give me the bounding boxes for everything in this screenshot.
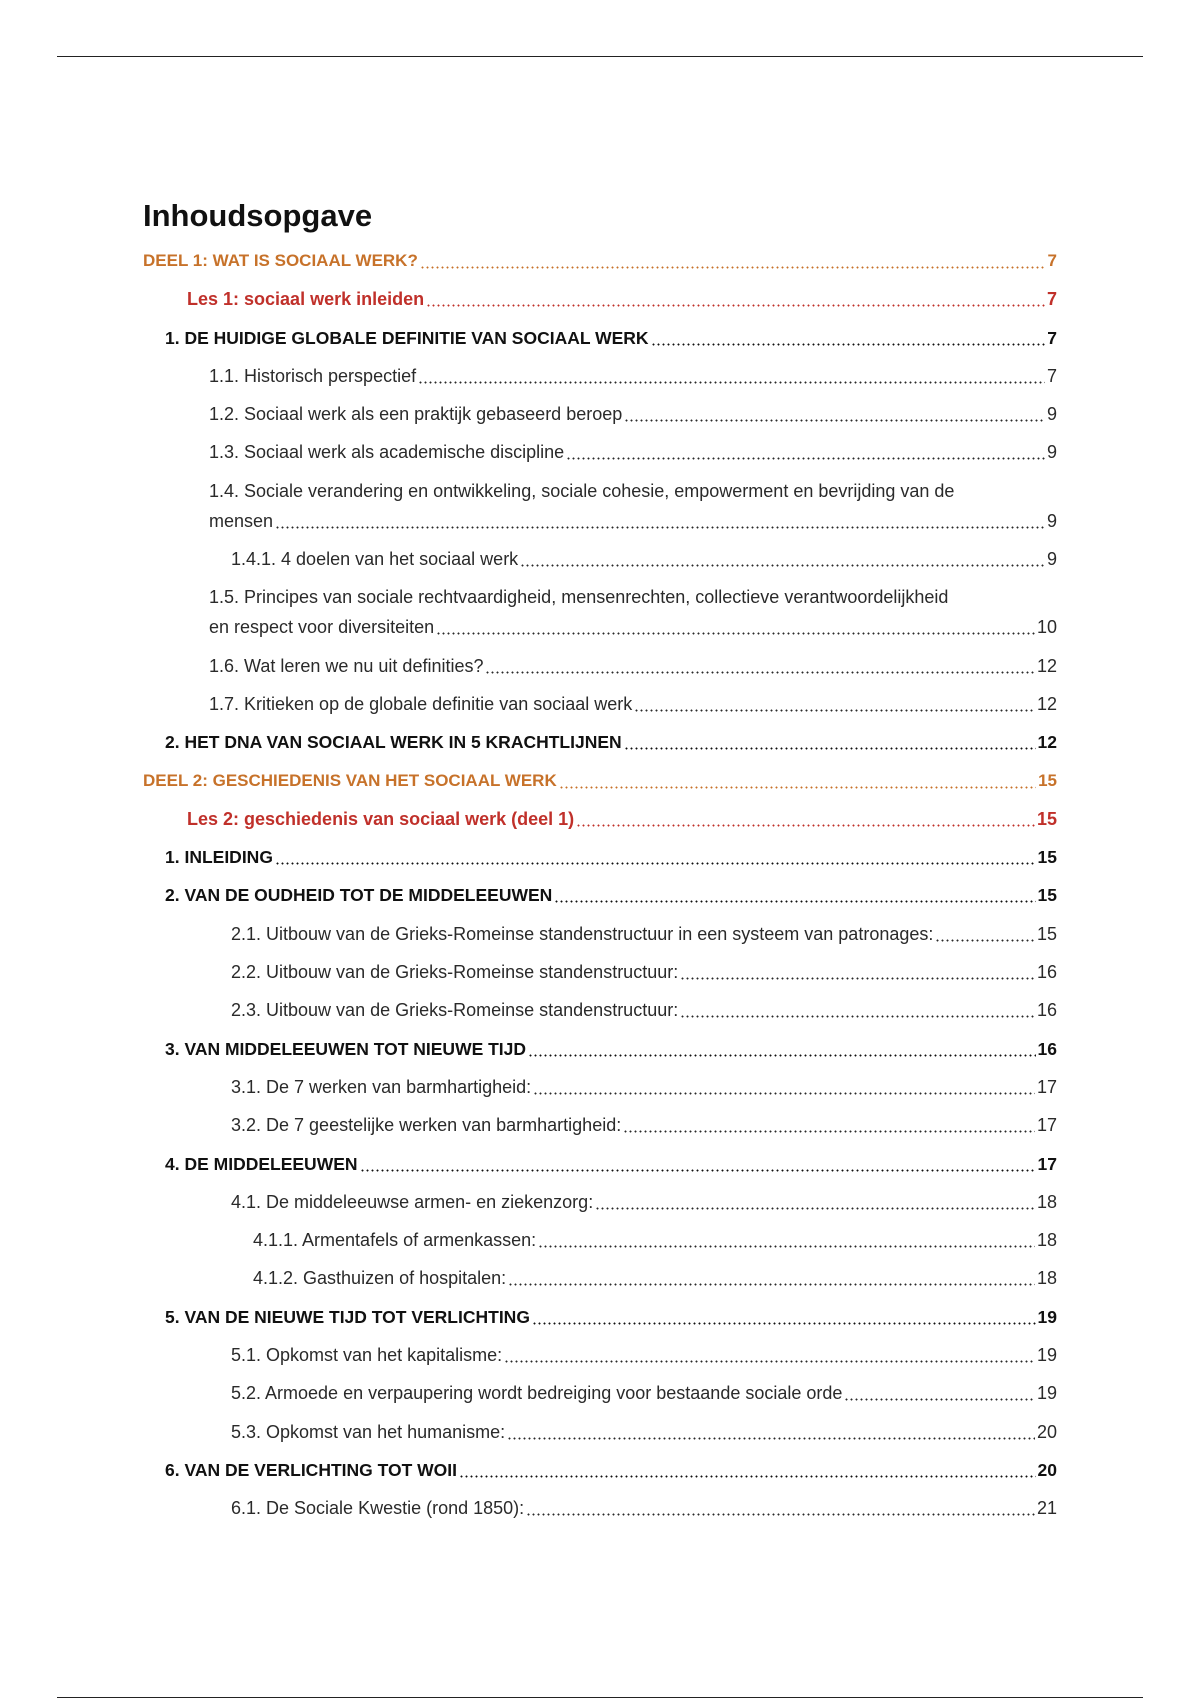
toc-leader-dots <box>485 662 1034 674</box>
toc-leader-dots <box>623 1121 1035 1133</box>
toc-entry-page: 9 <box>1046 442 1057 463</box>
footer-rule <box>57 1697 1143 1698</box>
toc-entries <box>143 246 1057 1523</box>
toc-entry-title: 4.1.1. Armentafels of armenkassen: <box>253 1230 537 1251</box>
toc-entry-title: en respect voor diversiteiten <box>209 617 435 638</box>
toc-entry-title: 5. VAN DE NIEUWE TIJD TOT VERLICHTING <box>165 1306 530 1327</box>
toc-entry[interactable] <box>143 399 1057 429</box>
toc-entry-page: 7 <box>1047 327 1057 348</box>
toc-entry-title: 6. VAN DE VERLICHTING TOT WOII <box>165 1459 458 1480</box>
toc-entry-title: 2.1. Uitbouw van de Grieks-Romeinse standenstructuur in een systeem van patronages: <box>231 923 934 944</box>
toc-leader-dots <box>566 448 1045 460</box>
toc-entry-title: 3.2. De 7 geestelijke werken van barmhartigheid: <box>231 1115 622 1136</box>
toc-entry-page: 7 <box>1047 251 1057 270</box>
toc-leader-dots <box>275 853 1036 865</box>
toc-entry-title: 5.3. Opkomst van het humanisme: <box>231 1421 506 1442</box>
toc-leader-dots <box>935 930 1035 942</box>
toc-entry-page: 19 <box>1037 1306 1057 1327</box>
toc-entry[interactable] <box>143 246 1057 276</box>
toc-leader-dots <box>508 1274 1035 1286</box>
toc-entry-page: 19 <box>1036 1345 1057 1366</box>
toc-leader-dots <box>426 295 1045 307</box>
toc-entry-title: 3. VAN MIDDELEEUWEN TOT NIEUWE TIJD <box>165 1038 527 1059</box>
toc-entry[interactable] <box>143 880 1057 910</box>
toc-entry-title: 1.1. Historisch perspectief <box>209 365 417 386</box>
toc-entry[interactable] <box>143 1034 1057 1064</box>
toc-entry[interactable] <box>143 361 1057 391</box>
toc-entry[interactable] <box>143 804 1057 834</box>
table-of-contents <box>143 196 1057 1532</box>
toc-entry[interactable] <box>143 957 1057 987</box>
toc-entry[interactable] <box>143 651 1057 681</box>
toc-entry-title: 1. INLEIDING <box>165 847 273 868</box>
toc-entry-title: 1.6. Wat leren we nu uit definities? <box>209 655 484 676</box>
toc-leader-dots <box>459 1466 1036 1478</box>
toc-entry-title-line1: 1.5. Principes van sociale rechtvaardigheid, mensenrechten, collectieve verantwoordelijkheid <box>209 587 949 608</box>
toc-entry-title: 6.1. De Sociale Kwestie (rond 1850): <box>231 1498 525 1519</box>
toc-leader-dots <box>420 257 1046 269</box>
toc-entry-page: 9 <box>1046 404 1057 425</box>
toc-entry[interactable] <box>143 995 1057 1025</box>
toc-entry-title: 4.1. De middeleeuwse armen- en ziekenzorg: <box>231 1191 594 1212</box>
toc-entry[interactable] <box>143 284 1057 314</box>
toc-entry-page: 7 <box>1046 365 1057 386</box>
toc-entry-title: mensen <box>209 510 274 531</box>
toc-leader-dots <box>538 1236 1035 1248</box>
toc-leader-dots <box>532 1313 1036 1325</box>
toc-entry-page: 15 <box>1038 770 1057 790</box>
toc-entry-page: 12 <box>1036 655 1057 676</box>
toc-entry-page: 15 <box>1037 885 1057 906</box>
toc-title: Inhoudsopgave <box>143 198 373 233</box>
toc-leader-dots <box>275 517 1045 529</box>
toc-leader-dots <box>680 1006 1035 1018</box>
toc-entry[interactable] <box>143 476 1057 536</box>
toc-entry-page: 15 <box>1037 847 1057 868</box>
toc-entry-page: 17 <box>1037 1153 1057 1174</box>
toc-entry-title: 1.4.1. 4 doelen van het sociaal werk <box>231 549 519 570</box>
toc-entry-title: Les 2: geschiedenis van sociaal werk (deel 1) <box>187 808 575 829</box>
toc-entry[interactable] <box>143 1110 1057 1140</box>
toc-entry-page: 17 <box>1036 1076 1057 1097</box>
toc-entry[interactable] <box>143 1455 1057 1485</box>
toc-entry-page: 18 <box>1036 1230 1057 1251</box>
toc-entry[interactable] <box>143 1225 1057 1255</box>
toc-entry[interactable] <box>143 1187 1057 1217</box>
toc-leader-dots <box>844 1389 1035 1401</box>
toc-entry-title: 1.3. Sociaal werk als academische discipline <box>209 442 565 463</box>
toc-entry-title: 5.1. Opkomst van het kapitalisme: <box>231 1345 503 1366</box>
toc-entry[interactable] <box>143 437 1057 467</box>
toc-leader-dots <box>554 891 1035 903</box>
toc-entry-title: 2. VAN DE OUDHEID TOT DE MIDDELEEUWEN <box>165 885 553 906</box>
toc-entry-title: 4. DE MIDDELEEUWEN <box>165 1153 358 1174</box>
header-rule <box>57 56 1143 57</box>
toc-entry-page: 16 <box>1036 1000 1057 1021</box>
toc-leader-dots <box>526 1504 1035 1516</box>
toc-entry[interactable] <box>143 323 1057 353</box>
toc-entry-page: 9 <box>1046 549 1057 570</box>
toc-entry-title: 3.1. De 7 werken van barmhartigheid: <box>231 1076 532 1097</box>
toc-entry-title-line1: 1.4. Sociale verandering en ontwikkeling, sociale cohesie, empowerment en bevrijding van de <box>209 480 955 501</box>
toc-entry-page: 20 <box>1036 1421 1057 1442</box>
toc-entry-page: 12 <box>1037 732 1057 753</box>
toc-entry-page: 10 <box>1036 617 1057 638</box>
toc-entry-page: 7 <box>1046 289 1057 310</box>
toc-leader-dots <box>576 815 1035 827</box>
toc-entry[interactable] <box>143 544 1057 574</box>
toc-leader-dots <box>680 968 1035 980</box>
toc-leader-dots <box>595 1198 1035 1210</box>
toc-entry-title: 2.2. Uitbouw van de Grieks-Romeinse standenstructuur: <box>231 962 679 983</box>
toc-entry-page: 16 <box>1037 1038 1057 1059</box>
toc-entry[interactable] <box>143 727 1057 757</box>
toc-entry-page: 20 <box>1037 1459 1057 1480</box>
toc-leader-dots <box>528 1045 1035 1057</box>
toc-entry-title: 1. DE HUIDIGE GLOBALE DEFINITIE VAN SOCIAAL WERK <box>165 327 649 348</box>
toc-entry[interactable] <box>143 1340 1057 1370</box>
toc-leader-dots <box>651 334 1046 346</box>
toc-leader-dots <box>533 1083 1035 1095</box>
toc-leader-dots <box>624 410 1045 422</box>
toc-entry-page: 21 <box>1036 1498 1057 1519</box>
toc-entry-page: 15 <box>1036 808 1057 829</box>
toc-leader-dots <box>360 1160 1036 1172</box>
toc-leader-dots <box>624 738 1036 750</box>
toc-entry-page: 9 <box>1046 510 1057 531</box>
toc-entry[interactable] <box>143 1072 1057 1102</box>
toc-leader-dots <box>418 372 1045 384</box>
toc-leader-dots <box>504 1351 1035 1363</box>
toc-entry-title: DEEL 2: GESCHIEDENIS VAN HET SOCIAAL WERK <box>143 770 557 790</box>
toc-leader-dots <box>634 700 1035 712</box>
toc-entry[interactable] <box>143 766 1057 796</box>
toc-entry-title: DEEL 1: WAT IS SOCIAAL WERK? <box>143 251 418 270</box>
toc-entry-title: 4.1.2. Gasthuizen of hospitalen: <box>253 1268 507 1289</box>
toc-entry[interactable] <box>143 1493 1057 1523</box>
toc-entry-page: 18 <box>1036 1191 1057 1212</box>
toc-entry[interactable] <box>143 1417 1057 1447</box>
toc-entry-page: 12 <box>1036 693 1057 714</box>
toc-entry-title: 1.7. Kritieken op de globale definitie van sociaal werk <box>209 693 633 714</box>
toc-entry-title: 2. HET DNA VAN SOCIAAL WERK IN 5 KRACHTLIJNEN <box>165 732 622 753</box>
toc-entry[interactable] <box>143 1263 1057 1293</box>
toc-entry-page: 16 <box>1036 962 1057 983</box>
toc-leader-dots <box>436 623 1035 635</box>
toc-entry-page: 17 <box>1036 1115 1057 1136</box>
toc-entry[interactable] <box>143 689 1057 719</box>
toc-entry-title: 2.3. Uitbouw van de Grieks-Romeinse standenstructuur: <box>231 1000 679 1021</box>
toc-entry-title: Les 1: sociaal werk inleiden <box>187 289 425 310</box>
toc-entry-page: 15 <box>1036 923 1057 944</box>
toc-leader-dots <box>559 777 1036 789</box>
toc-entry[interactable] <box>143 842 1057 872</box>
toc-entry-page: 18 <box>1036 1268 1057 1289</box>
toc-entry-title: 1.2. Sociaal werk als een praktijk gebaseerd beroep <box>209 404 623 425</box>
toc-entry[interactable] <box>143 1149 1057 1179</box>
toc-entry[interactable] <box>143 1302 1057 1332</box>
toc-entry-page: 19 <box>1036 1383 1057 1404</box>
toc-entry[interactable] <box>143 582 1057 642</box>
toc-leader-dots <box>520 555 1045 567</box>
toc-leader-dots <box>507 1428 1035 1440</box>
toc-entry[interactable] <box>143 1378 1057 1408</box>
toc-entry[interactable] <box>143 919 1057 949</box>
toc-entry-title: 5.2. Armoede en verpaupering wordt bedreiging voor bestaande sociale orde <box>231 1383 843 1404</box>
